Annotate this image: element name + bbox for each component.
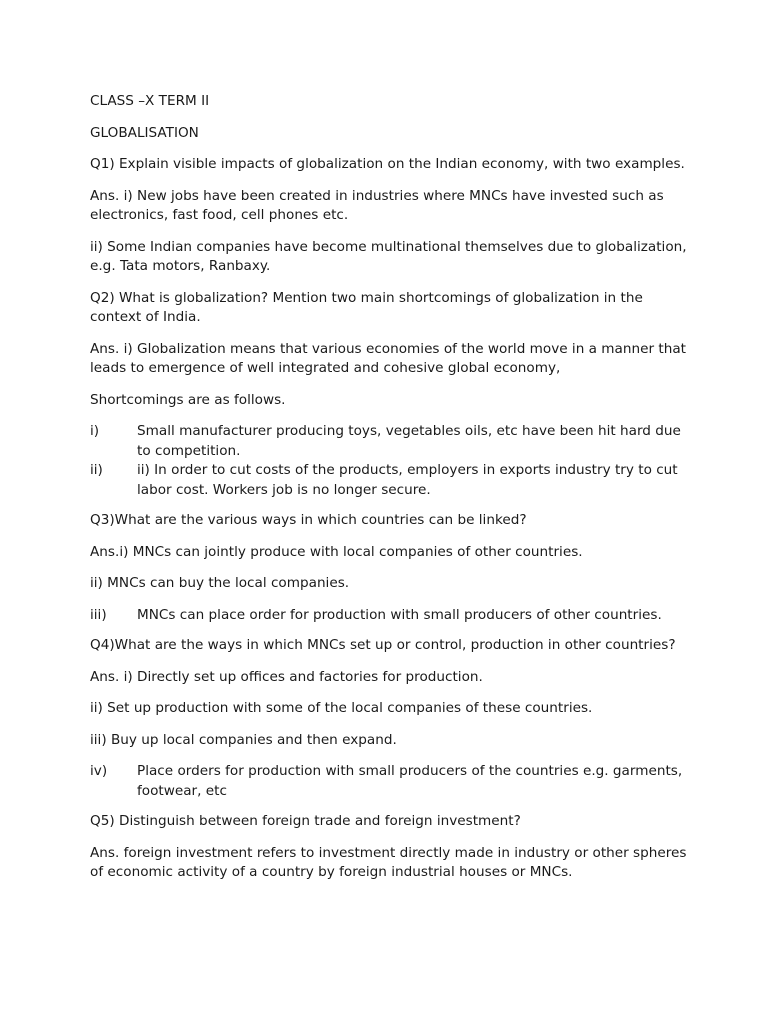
subject-heading: GLOBALISATION (90, 124, 199, 141)
question-4: Q4)What are the ways in which MNCs set up or control, production in other countries? (90, 637, 676, 653)
list-item (90, 422, 688, 461)
question-5-answer-1: Ans. foreign investment refers to investment directly made in industry or other spheres of economic activity of a country by foreign industrial houses or MNCs. (90, 844, 687, 880)
list-item (90, 606, 688, 626)
question-4-answer-1: Ans. i) Directly set up offices and factories for production. (90, 668, 483, 685)
question-1-answer-2: ii) Some Indian companies have become multinational themselves due to globalization, e.g. Tata motors, Ranbaxy. (90, 238, 687, 274)
list-item-text: MNCs can place order for production with small producers of other countries. (137, 606, 662, 623)
question-4-answer-2: ii) Set up production with some of the local companies of these countries. (90, 700, 593, 716)
list-item (90, 762, 688, 801)
list-item (90, 461, 688, 500)
question-1: Q1) Explain visible impacts of globalization on the Indian economy, with two examples. (90, 156, 685, 172)
shortcomings-heading: Shortcomings are as follows. (90, 391, 286, 408)
question-2-answer-1: Ans. i) Globalization means that various economies of the world move in a manner that leads to emergence of well integrated and cohesive global economy, (90, 340, 686, 376)
list-item-number: iv) (90, 763, 108, 779)
class-term-heading: CLASS –X TERM II (90, 93, 210, 109)
list-item-number: ii) (90, 462, 103, 478)
question-3-answer-1: Ans.i) MNCs can jointly produce with local companies of other countries. (90, 543, 583, 560)
list-item-text: Small manufacturer producing toys, vegetables oils, etc have been hit hard due to competition. (137, 423, 681, 459)
question-5: Q5) Distinguish between foreign trade and foreign investment? (90, 813, 521, 829)
question-2: Q2) What is globalization? Mention two main shortcomings of globalization in the context of India. (90, 289, 643, 325)
list-item-text: ii) In order to cut costs of the products, employers in exports industry try to cut labor cost. Workers job is no longer secure. (137, 462, 678, 498)
question-3-answer-2: ii) MNCs can buy the local companies. (90, 575, 350, 591)
list-item-number: i) (90, 423, 100, 439)
list-item-text: Place orders for production with small producers of the countries e.g. garments, footwear, etc (137, 763, 683, 799)
question-3: Q3)What are the various ways in which countries can be linked? (90, 512, 527, 528)
question-1-answer-1: Ans. i) New jobs have been created in industries where MNCs have invested such as electronics, fast food, cell phones etc. (90, 187, 664, 223)
list-item-number: iii) (90, 606, 107, 623)
question-4-answer-3: iii) Buy up local companies and then expand. (90, 731, 397, 748)
